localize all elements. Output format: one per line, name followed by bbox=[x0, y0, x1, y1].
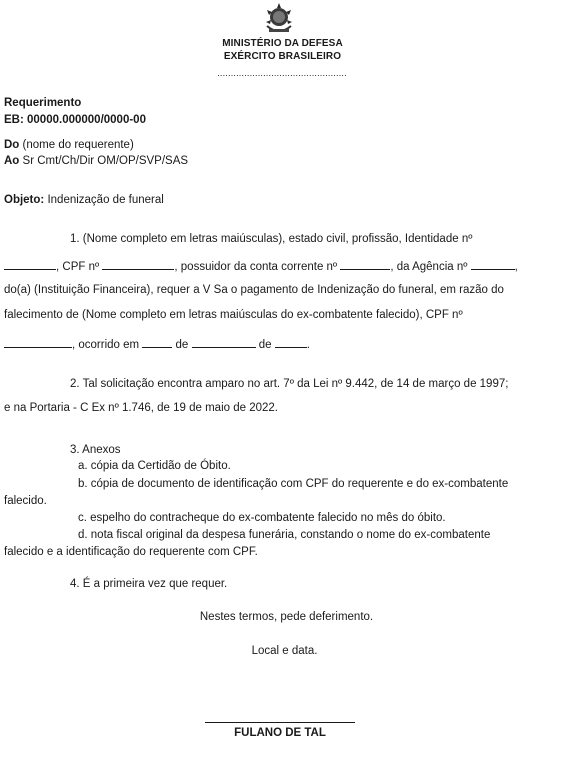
paragraph-4: 4. É a primeira vez que requer. bbox=[70, 578, 228, 590]
paragraph-2-line-1: 2. Tal solicitação encontra amparo no art. 7º da Lei nº 9.442, de 14 de março de 1997; bbox=[70, 378, 509, 390]
army-title: EXÉRCITO BRASILEIRO bbox=[223, 51, 342, 62]
from-value: (nome do requerente) bbox=[22, 139, 134, 151]
paragraph-1-line-5 bbox=[4, 335, 310, 351]
attachment-b-line-1: b. cópia de documento de identificação com CPF do requerente e do ex-combatente bbox=[78, 478, 509, 490]
attachment-d-line-1: d. nota fiscal original da despesa funerária, constando o nome do ex-combatente bbox=[78, 529, 491, 541]
year-blank bbox=[275, 335, 307, 348]
period: . bbox=[306, 339, 310, 351]
paragraph-1-line-1: 1. (Nome completo em letras maiúsculas), estado civil, profissão, Identidade nº bbox=[70, 233, 473, 245]
closing-text: Nestes termos, pede deferimento. bbox=[199, 611, 374, 623]
attachment-a: a. cópia da Certidão de Óbito. bbox=[78, 460, 231, 472]
month-blank bbox=[192, 335, 256, 348]
cpf-blank bbox=[102, 257, 174, 270]
day-blank bbox=[142, 335, 172, 348]
paragraph-1-line-3: do(a) (Instituição Financeira), requer a V Sa o pagamento de Indenização do funeral, em razão do bbox=[4, 284, 504, 296]
account-blank bbox=[340, 257, 390, 270]
subject-value: Indenização de funeral bbox=[47, 194, 164, 206]
attachments-title: 3. Anexos bbox=[70, 444, 121, 456]
to-label: Ao bbox=[4, 155, 20, 167]
paragraph-1-line-4: falecimento de (Nome completo em letras maiúsculas do ex-combatente falecido), CPF nº bbox=[4, 309, 463, 321]
comma: , bbox=[514, 261, 518, 273]
ministry-title: MINISTÉRIO DA DEFESA bbox=[222, 38, 343, 49]
signatory-name: FULANO DE TAL bbox=[234, 727, 326, 739]
attachment-b-line-2: falecido. bbox=[4, 495, 47, 507]
paragraph-2-line-2: e na Portaria - C Ex nº 1.746, de 19 de maio de 2022. bbox=[4, 402, 278, 414]
agency-blank bbox=[471, 257, 515, 270]
identity-blank bbox=[4, 257, 56, 270]
de-label: de bbox=[175, 339, 189, 351]
paragraph-1-line-2 bbox=[4, 257, 518, 273]
signature-line bbox=[205, 722, 355, 723]
from-line bbox=[4, 139, 134, 151]
eb-number: 00000.000000/0000-00 bbox=[27, 114, 146, 126]
subject-line bbox=[4, 194, 164, 206]
to-value: Sr Cmt/Ch/Dir OM/OP/SVP/SAS bbox=[22, 155, 189, 167]
coat-of-arms-emblem bbox=[261, 2, 297, 36]
agency-label: , da Agência nº bbox=[390, 261, 468, 273]
eb-label: EB: bbox=[4, 114, 24, 126]
place-and-date: Local e data. bbox=[251, 645, 318, 657]
attachment-d-line-2: falecido e a identificação do requerente com CPF. bbox=[4, 546, 258, 558]
from-label: Do bbox=[4, 139, 20, 151]
cpf-label: , CPF nº bbox=[56, 261, 100, 273]
attachment-c: c. espelho do contracheque do ex-combatente falecido no mês do óbito. bbox=[78, 512, 446, 524]
de-label-2: de bbox=[258, 339, 272, 351]
header-dotted-rule: ................................................ bbox=[217, 68, 347, 78]
to-line bbox=[4, 155, 188, 167]
account-label: , possuidor da conta corrente nº bbox=[174, 261, 338, 273]
cpf-deceased-blank bbox=[4, 335, 72, 348]
occurred-label: , ocorrido em bbox=[72, 339, 140, 351]
document-title: Requerimento bbox=[4, 97, 82, 109]
subject-label: Objeto: bbox=[4, 194, 45, 206]
eb-number-line bbox=[4, 114, 146, 126]
